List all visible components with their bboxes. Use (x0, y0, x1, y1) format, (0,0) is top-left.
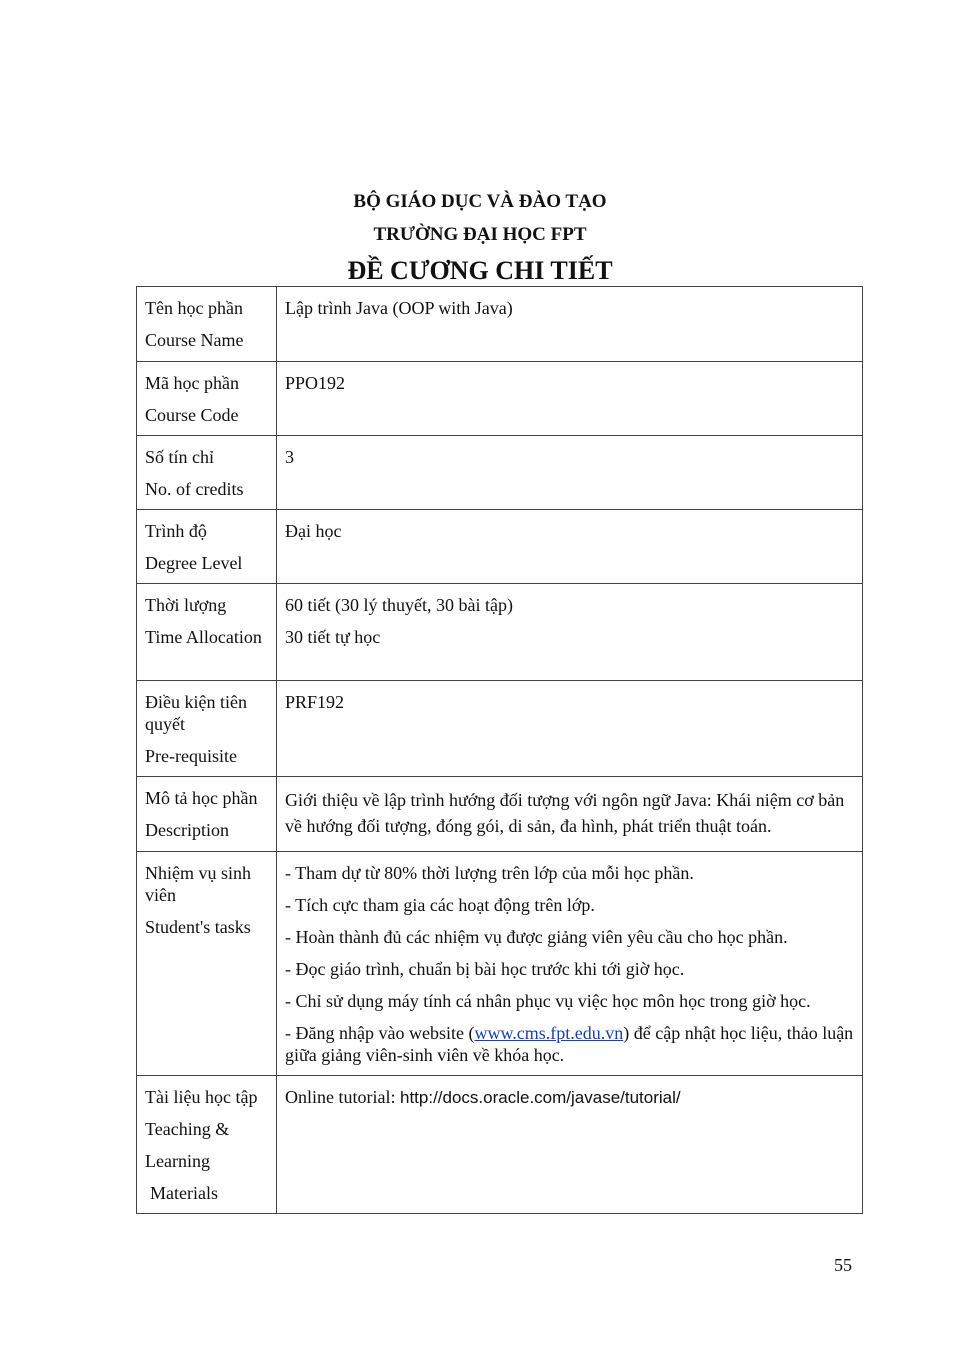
time-value-1: 60 tiết (30 lý thuyết, 30 bài tập) (285, 595, 513, 615)
task-item: - Hoàn thành đủ các nhiệm vụ được giảng viên yêu cầu cho học phần. (285, 927, 788, 947)
tasks-list (277, 852, 862, 1074)
tasks-label-vi: Nhiệm vụ sinh viên (145, 863, 251, 905)
materials-label-vi: Tài liệu học tập (145, 1087, 258, 1107)
task-item: - Chỉ sử dụng máy tính cá nhân phục vụ việc học môn học trong giờ học. (285, 991, 811, 1011)
description-value: Giới thiệu về lập trình hướng đối tượng với ngôn ngữ Java: Khái niệm cơ bản về hướng đối tượng, đóng gói, di sản, đa hình, phát triển thuật toán. (285, 790, 845, 836)
course-name-label-en: Course Name (145, 330, 244, 350)
credits-value: 3 (285, 447, 294, 467)
syllabus-table (136, 286, 863, 1214)
row-student-tasks (137, 852, 863, 1076)
description-label-en: Description (145, 820, 229, 840)
degree-label-vi: Trình độ (145, 521, 207, 541)
materials-label-en-3: Materials (150, 1183, 218, 1203)
credits-label-vi: Số tín chỉ (145, 447, 215, 467)
page-number: 55 (834, 1255, 852, 1275)
materials-label-en-1: Teaching & (145, 1119, 230, 1139)
row-course-name (137, 287, 863, 362)
degree-value: Đại học (285, 521, 342, 541)
course-code-label-en: Course Code (145, 405, 239, 425)
task-login-suffix: ) để cập nhật học liệu, thảo luận giữa giảng viên-sinh viên về khóa học. (285, 1023, 854, 1065)
prereq-label-en: Pre-requisite (145, 746, 237, 766)
prereq-value: PRF192 (285, 692, 345, 712)
task-item: - Đọc giáo trình, chuẩn bị bài học trước khi tới giờ học. (285, 959, 685, 979)
tasks-label-en: Student's tasks (145, 917, 251, 937)
prereq-label-vi: Điều kiện tiên quyết (145, 692, 247, 734)
task-item: - Tích cực tham gia các hoạt động trên lớp. (285, 895, 595, 915)
course-code-label-vi: Mã học phần (145, 373, 239, 393)
row-credits (137, 436, 863, 510)
row-materials (137, 1076, 863, 1214)
row-prerequisite (137, 681, 863, 777)
materials-label-en-2: Learning (145, 1151, 210, 1171)
row-degree-level (137, 510, 863, 584)
time-label-vi: Thời lượng (145, 595, 227, 615)
university-heading: TRƯỜNG ĐẠI HỌC FPT (373, 224, 587, 245)
degree-label-en: Degree Level (145, 553, 243, 573)
credits-label-en: No. of credits (145, 479, 244, 499)
time-value-2: 30 tiết tự học (285, 627, 381, 647)
row-time-allocation (137, 584, 863, 681)
task-item: - Tham dự từ 80% thời lượng trên lớp của mỗi học phần. (285, 863, 694, 883)
description-label-vi: Mô tả học phần (145, 788, 258, 808)
row-course-code (137, 362, 863, 436)
cms-website-link[interactable]: www.cms.fpt.edu.vn (474, 1023, 624, 1043)
course-code-value: PPO192 (285, 373, 346, 393)
materials-prefix: Online tutorial: (285, 1087, 396, 1107)
course-name-label-vi: Tên học phần (145, 298, 243, 318)
course-name-value: Lập trình Java (OOP with Java) (285, 298, 513, 318)
time-label-en: Time Allocation (145, 627, 262, 647)
task-login-prefix: - Đăng nhập vào website ( (285, 1023, 475, 1043)
ministry-heading: BỘ GIÁO DỤC VÀ ĐÀO TẠO (353, 191, 607, 212)
oracle-tutorial-url[interactable]: http://docs.oracle.com/javase/tutorial/ (399, 1088, 681, 1107)
task-item-login (285, 1022, 854, 1066)
row-description (137, 777, 863, 852)
document-title: ĐỀ CƯƠNG CHI TIẾT (347, 256, 613, 285)
